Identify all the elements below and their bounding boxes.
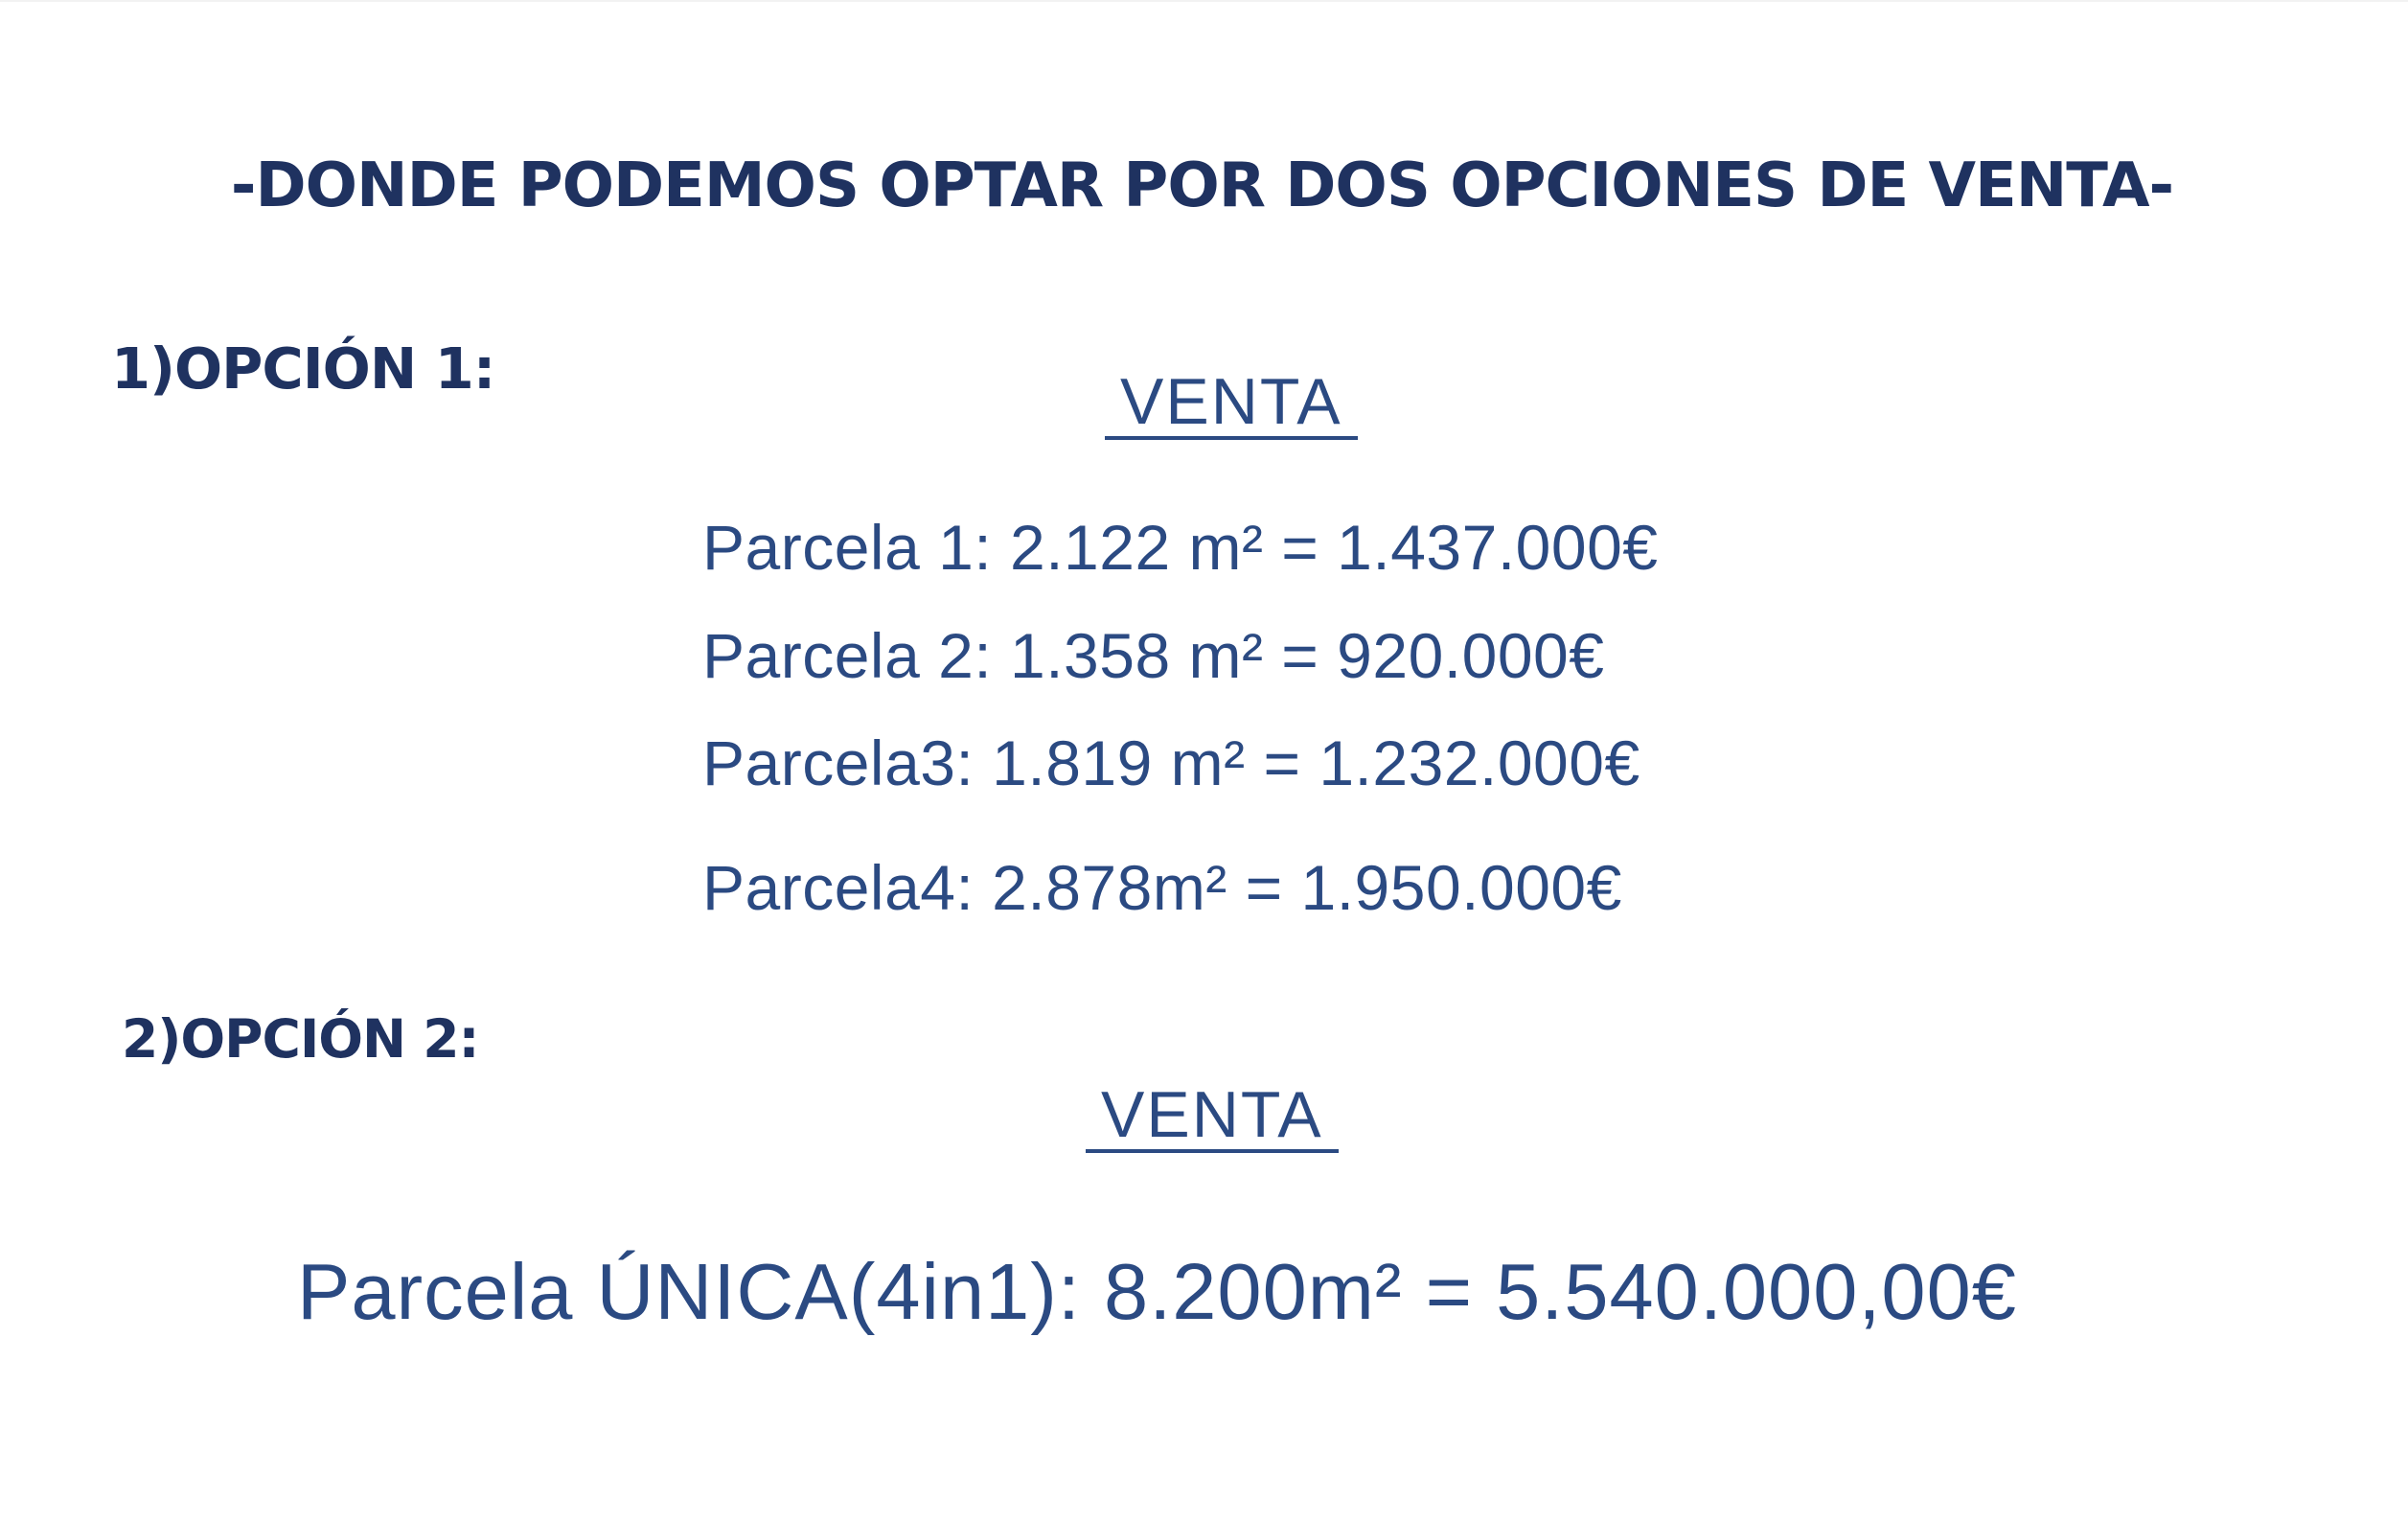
option-1-parcel-3: Parcela3: 1.819 m² = 1.232.000€ xyxy=(702,727,1640,798)
option-1-parcel-1: Parcela 1: 2.122 m² = 1.437.000€ xyxy=(702,512,1659,583)
option-1-parcel-4: Parcela4: 2.878m² = 1.950.000€ xyxy=(702,852,1622,923)
option-1-venta-heading: VENTA xyxy=(1105,369,1358,440)
page-title: -DONDE PODEMOS OPTAR POR DOS OPCIONES DE VENTA- xyxy=(230,150,2174,221)
option-1-parcel-2: Parcela 2: 1.358 m² = 920.000€ xyxy=(702,620,1605,691)
option-1-label: 1)OPCIÓN 1: xyxy=(111,335,495,402)
top-divider xyxy=(0,0,2408,2)
option-2-label: 2)OPCIÓN 2: xyxy=(122,1008,479,1070)
option-2-single-parcel: Parcela ÚNICA(4in1): 8.200m² = 5.540.000,00€ xyxy=(297,1247,2017,1336)
option-2-venta-heading: VENTA xyxy=(1086,1082,1339,1153)
